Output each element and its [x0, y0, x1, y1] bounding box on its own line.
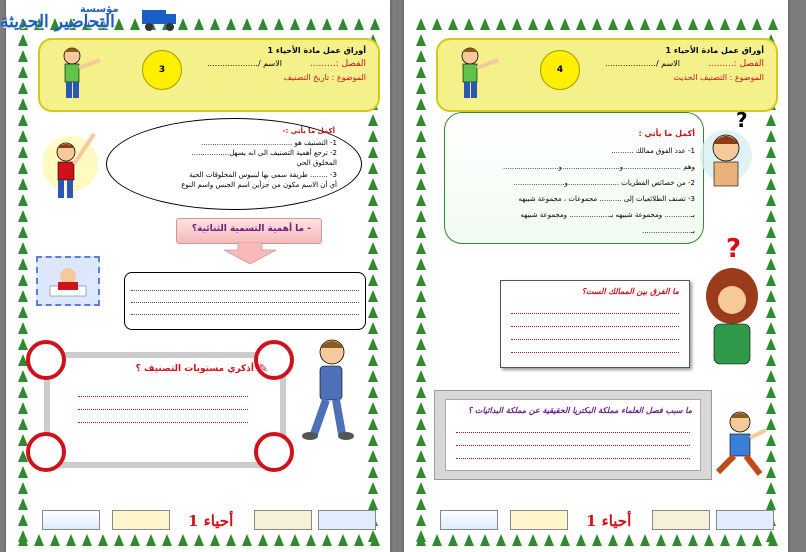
sheet-number-badge: 3	[142, 50, 182, 90]
tree-icon	[66, 534, 76, 546]
tree-icon	[18, 66, 28, 78]
tree-icon	[18, 98, 28, 110]
complete-title: أكمل ما يأتي :	[638, 129, 695, 138]
tree-icon	[766, 210, 776, 222]
tree-icon	[18, 210, 28, 222]
down-arrow-icon	[220, 242, 280, 264]
levels-question: أذكري مستويات التصنيف ؟	[135, 364, 254, 374]
tree-icon	[512, 534, 522, 546]
tree-icon	[368, 466, 378, 478]
worksheet-page-left	[6, 0, 390, 552]
complete-line: 2- من خصائص الفطريات .......................و.......................	[513, 179, 695, 187]
tree-icon	[416, 386, 426, 398]
complete-oval	[106, 118, 362, 210]
walking-boy-illustration	[296, 334, 366, 446]
topic-label: الموضوع : التصنيف الحديث	[673, 73, 764, 82]
tree-icon	[672, 18, 682, 30]
tree-icon	[338, 18, 348, 30]
footer-title: أحياء 1	[188, 512, 234, 530]
tree-icon	[242, 18, 252, 30]
tree-icon	[736, 18, 746, 30]
question-mark-icon: ?	[736, 108, 748, 132]
logo-subtitle: مؤسسة	[80, 4, 119, 15]
bacteria-answer-box[interactable]	[434, 390, 712, 480]
tree-icon	[624, 534, 634, 546]
tree-icon	[368, 370, 378, 382]
tree-icon	[368, 322, 378, 334]
complete-line: وهم ..........................و..........................و.........................	[502, 163, 695, 171]
sheet-number-badge: 4	[540, 50, 580, 90]
tree-icon	[464, 534, 474, 546]
tree-icon	[416, 434, 426, 446]
tree-icon	[592, 18, 602, 30]
tree-icon	[464, 18, 474, 30]
tree-icon	[18, 130, 28, 142]
tree-icon	[416, 338, 426, 350]
tree-icon	[544, 18, 554, 30]
complete-line: بـ............ ومجموعة شبيهه بـ.................. ومجموعة شبيهه	[520, 211, 695, 219]
tree-icon	[322, 534, 332, 546]
tree-icon	[368, 450, 378, 462]
tree-icon	[766, 226, 776, 238]
thinking-man-illustration	[696, 110, 762, 194]
tree-icon	[432, 18, 442, 30]
tree-icon	[416, 194, 426, 206]
worksheet-title: أوراق عمل مادة الأحياء 1	[665, 46, 764, 55]
tree-icon	[416, 242, 426, 254]
tree-icon	[416, 498, 426, 510]
tree-icon	[736, 534, 746, 546]
tree-icon	[368, 290, 378, 302]
tree-icon	[368, 418, 378, 430]
tree-icon	[368, 386, 378, 398]
tree-icon	[178, 534, 188, 546]
tree-icon	[338, 534, 348, 546]
tree-icon	[226, 534, 236, 546]
tree-icon	[766, 338, 776, 350]
tree-icon	[416, 18, 426, 30]
tree-icon	[18, 114, 28, 126]
tree-icon	[18, 466, 28, 478]
tree-icon	[18, 50, 28, 62]
tree-icon	[416, 146, 426, 158]
tree-icon	[640, 534, 650, 546]
tree-icon	[290, 18, 300, 30]
tree-icon	[210, 18, 220, 30]
tree-icon	[226, 18, 236, 30]
tree-icon	[368, 162, 378, 174]
tree-icon	[368, 306, 378, 318]
reading-boy-icon	[38, 258, 98, 304]
tree-icon	[480, 18, 490, 30]
tree-icon	[18, 162, 28, 174]
tree-icon	[322, 18, 332, 30]
tree-icon	[720, 534, 730, 546]
tree-icon	[354, 18, 364, 30]
tree-icon	[766, 370, 776, 382]
question-mark-icon: ?	[726, 234, 742, 264]
tree-icon	[752, 534, 762, 546]
tree-icon	[416, 534, 426, 546]
footer-thumb-computer	[318, 510, 376, 530]
tree-icon	[306, 534, 316, 546]
tree-icon	[18, 306, 28, 318]
tree-icon	[114, 534, 124, 546]
tree-icon	[210, 534, 220, 546]
tree-icon	[18, 82, 28, 94]
tree-icon	[370, 18, 380, 30]
tree-icon	[416, 466, 426, 478]
tree-icon	[496, 18, 506, 30]
complete-line: 1- التصنيف هو .........................................	[201, 139, 337, 147]
tree-icon	[656, 18, 666, 30]
logo-text: التحاضير الحديثة	[0, 12, 115, 32]
tree-icon	[416, 178, 426, 190]
tree-icon	[290, 534, 300, 546]
tree-icon	[416, 482, 426, 494]
tree-icon	[354, 534, 364, 546]
tree-icon	[672, 534, 682, 546]
complete-line: أي أن الاسم مكون من جزأين اسم الجنس واسم النوع	[181, 181, 337, 189]
tree-icon	[242, 534, 252, 546]
tree-icon	[688, 18, 698, 30]
tree-icon	[416, 210, 426, 222]
tree-icon	[766, 114, 776, 126]
tree-icon	[448, 534, 458, 546]
tree-icon	[766, 130, 776, 142]
tree-icon	[608, 18, 618, 30]
tree-icon	[656, 534, 666, 546]
complete-box	[444, 112, 704, 244]
tree-icon	[130, 534, 140, 546]
tree-icon	[766, 274, 776, 286]
tree-icon	[18, 482, 28, 494]
tree-icon	[18, 274, 28, 286]
pointing-boy-illustration	[36, 122, 106, 208]
name-field-label: الاسم /....................	[207, 59, 282, 68]
tree-icon	[768, 18, 778, 30]
tree-icon	[416, 354, 426, 366]
tree-icon	[98, 534, 108, 546]
tree-icon	[704, 18, 714, 30]
tree-icon	[766, 498, 776, 510]
tree-icon	[512, 18, 522, 30]
binomial-question-banner	[176, 218, 322, 244]
topic-label: الموضوع : تاريخ التصنيف	[283, 73, 366, 82]
tree-icon	[146, 534, 156, 546]
tree-icon	[608, 534, 618, 546]
worksheet-title: أوراق عمل مادة الأحياء 1	[267, 46, 366, 55]
tree-icon	[704, 534, 714, 546]
tree-icon	[18, 178, 28, 190]
tree-icon	[496, 534, 506, 546]
tree-icon	[416, 34, 426, 46]
tree-icon	[162, 534, 172, 546]
tree-icon	[368, 258, 378, 270]
tree-icon	[368, 194, 378, 206]
tree-icon	[368, 114, 378, 126]
classification-frame	[26, 348, 294, 464]
kingdoms-question: ما الفرق بين الممالك الست؟	[581, 287, 679, 296]
tree-icon	[768, 534, 778, 546]
tree-icon	[416, 258, 426, 270]
tree-icon	[370, 534, 380, 546]
footer-thumb-palette	[254, 510, 312, 530]
tree-icon	[576, 18, 586, 30]
tree-icon	[766, 194, 776, 206]
tree-icon	[416, 530, 426, 542]
frame-corner-circle	[254, 432, 294, 472]
tree-icon	[194, 534, 204, 546]
tree-icon	[18, 498, 28, 510]
footer-thumb-palette	[652, 510, 710, 530]
tree-icon	[752, 18, 762, 30]
header-panel	[38, 38, 380, 112]
complete-line: 2- ترجع أهمية التصنيف الى انه يسهل.................	[191, 149, 337, 157]
frame-corner-circle	[26, 340, 66, 380]
complete-line: 3- ........ طريقة سمى بها لينيوس المخلوقات الحية	[189, 171, 337, 179]
tree-icon	[416, 98, 426, 110]
footer-thumb-pencil	[510, 510, 568, 530]
tree-icon	[18, 530, 28, 542]
class-field-label: الفصل :.........	[309, 59, 366, 69]
tree-icon	[368, 178, 378, 190]
complete-line: بـ......................	[642, 227, 695, 235]
complete-line: المخلوق الحي	[296, 159, 337, 167]
footer-bar	[436, 506, 766, 530]
tree-icon	[766, 290, 776, 302]
tree-icon	[766, 258, 776, 270]
class-field-label: الفصل :.........	[707, 59, 764, 69]
tree-icon	[688, 534, 698, 546]
tree-icon	[34, 534, 44, 546]
tree-icon	[368, 210, 378, 222]
tree-icon	[560, 534, 570, 546]
tree-icon	[18, 242, 28, 254]
tree-icon	[18, 194, 28, 206]
tree-icon	[274, 18, 284, 30]
tree-icon	[18, 258, 28, 270]
tree-icon	[416, 274, 426, 286]
answer-box-binomial[interactable]	[124, 272, 366, 330]
tree-icon	[416, 50, 426, 62]
tree-icon	[368, 338, 378, 350]
tree-icon	[766, 530, 776, 542]
footer-thumb-boy	[440, 510, 498, 530]
pointing-boy-illustration	[58, 44, 108, 104]
tree-icon	[560, 18, 570, 30]
tree-icon	[82, 534, 92, 546]
tree-icon	[416, 290, 426, 302]
tree-icon	[640, 18, 650, 30]
complete-title: أكمل ما يأتي :-	[282, 127, 335, 135]
tree-icon	[368, 482, 378, 494]
tree-icon	[416, 514, 426, 526]
tree-icon	[306, 18, 316, 30]
tree-icon	[416, 82, 426, 94]
worksheet-page-right	[404, 0, 788, 552]
binomial-question: - ما أهمية التسمية الثنائية؟	[191, 224, 311, 234]
tree-icon	[416, 418, 426, 430]
pencil-icon: ✎	[258, 362, 268, 375]
pointing-boy-illustration	[456, 44, 506, 104]
tree-icon	[766, 162, 776, 174]
tree-icon	[258, 18, 268, 30]
tree-icon	[592, 534, 602, 546]
tree-icon	[416, 130, 426, 142]
tree-icon	[528, 534, 538, 546]
bacteria-question: ما سبب فصل العلماء مملكة البكتريا الحقيقية عن مملكة البدائيات ؟	[467, 406, 692, 415]
tree-icon	[448, 18, 458, 30]
tree-icon	[416, 370, 426, 382]
tree-icon	[416, 66, 426, 78]
tree-icon	[416, 402, 426, 414]
tree-icon	[416, 226, 426, 238]
tree-icon	[368, 274, 378, 286]
footer-bar	[38, 506, 368, 530]
tree-icon	[416, 322, 426, 334]
tree-icon	[368, 434, 378, 446]
tree-icon	[368, 130, 378, 142]
tree-icon	[766, 386, 776, 398]
tree-icon	[766, 146, 776, 158]
tree-icon	[368, 146, 378, 158]
footer-thumb-boy	[42, 510, 100, 530]
running-boy-illustration	[706, 408, 770, 484]
frame-corner-circle	[26, 432, 66, 472]
tree-icon	[480, 534, 490, 546]
tree-icon	[18, 226, 28, 238]
tree-icon	[416, 306, 426, 318]
tree-icon	[416, 114, 426, 126]
tree-icon	[368, 226, 378, 238]
kingdoms-answer-box[interactable]	[500, 280, 690, 368]
name-field-label: الاسم /....................	[605, 59, 680, 68]
tree-icon	[368, 242, 378, 254]
tree-icon	[18, 146, 28, 158]
header-panel	[436, 38, 778, 112]
tree-icon	[50, 534, 60, 546]
tree-icon	[416, 450, 426, 462]
tree-icon	[544, 534, 554, 546]
tree-icon	[576, 534, 586, 546]
tree-icon	[194, 18, 204, 30]
tree-icon	[766, 354, 776, 366]
tree-icon	[18, 514, 28, 526]
tree-icon	[766, 306, 776, 318]
complete-line: 3- تصنف الطلائعيات إلى .......... مجموعات ، مجموعة شبيهه	[518, 195, 695, 203]
tree-icon	[274, 534, 284, 546]
footer-thumb-pencil	[112, 510, 170, 530]
publisher-logo	[0, 2, 180, 40]
footer-thumb-computer	[716, 510, 774, 530]
tree-icon	[432, 534, 442, 546]
tree-icon	[368, 402, 378, 414]
tree-icon	[766, 178, 776, 190]
thinking-girl-illustration	[700, 266, 764, 370]
tree-icon	[720, 18, 730, 30]
tree-icon	[624, 18, 634, 30]
reading-boy-stamp	[36, 256, 100, 306]
tree-icon	[416, 162, 426, 174]
tree-icon	[766, 322, 776, 334]
truck-icon	[140, 4, 180, 34]
tree-icon	[368, 530, 378, 542]
tree-icon	[258, 534, 268, 546]
tree-icon	[368, 354, 378, 366]
tree-icon	[368, 498, 378, 510]
tree-icon	[528, 18, 538, 30]
footer-title: أحياء 1	[586, 512, 632, 530]
tree-icon	[18, 322, 28, 334]
complete-line: 1- عدد الفوق ممالك ..........	[611, 147, 695, 155]
tree-icon	[766, 242, 776, 254]
tree-icon	[18, 290, 28, 302]
tree-icon	[18, 534, 28, 546]
